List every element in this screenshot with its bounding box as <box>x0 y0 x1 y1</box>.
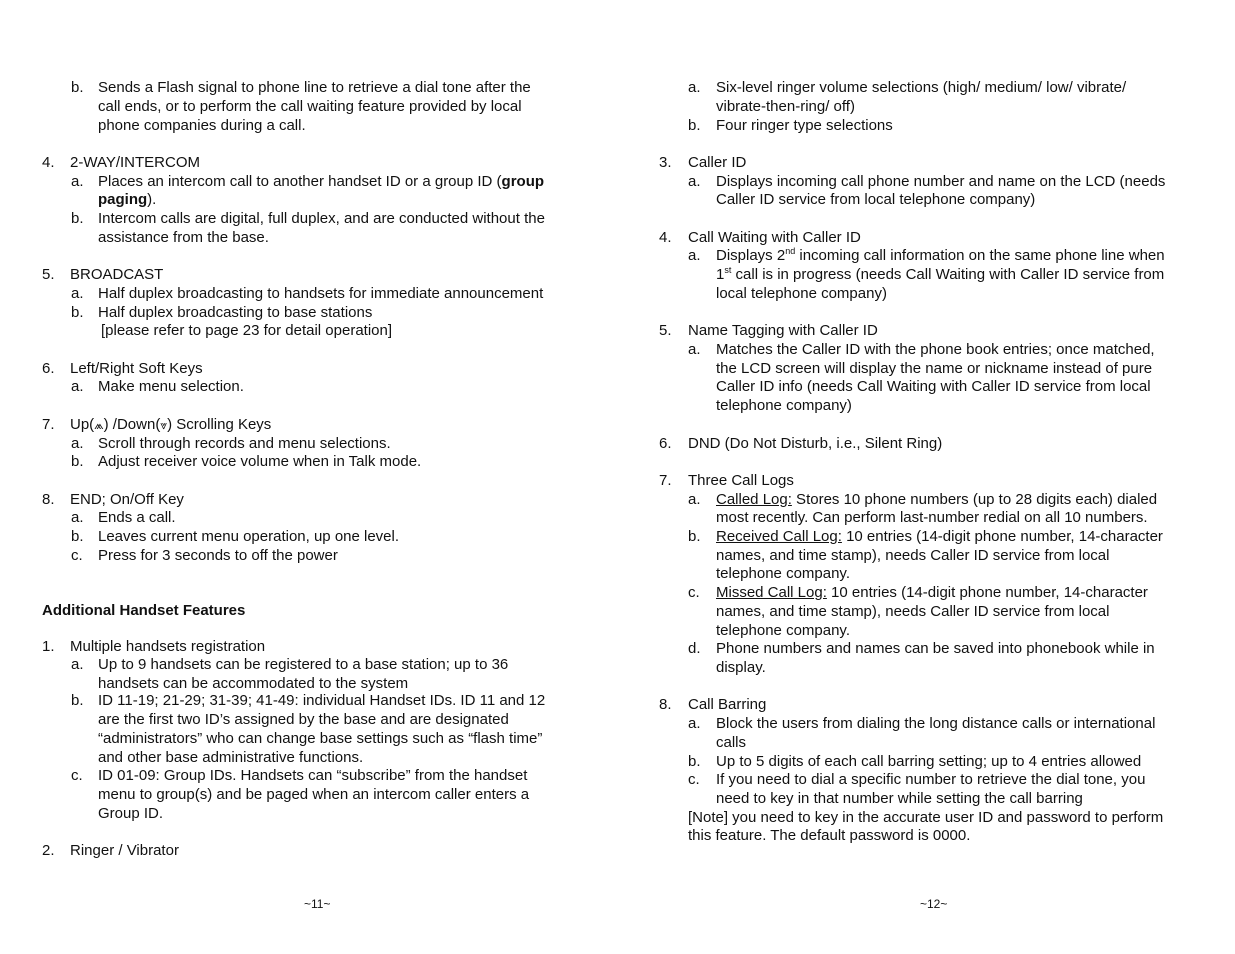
section-6-title: Left/Right Soft Keys <box>70 360 203 377</box>
up-arrow-icon: ⩕ <box>94 418 104 432</box>
feature-2-title: Ringer / Vibrator <box>70 842 179 859</box>
section-7-title: Up(⩕) /Down(⩔) Scrolling Keys <box>70 416 272 433</box>
feature-1-b-line1: ID 11-19; 21-29; 31-39; 41-49: individual Handset IDs. ID 11 and 12 <box>98 692 546 709</box>
section-6-a-marker: a. <box>71 378 84 395</box>
feature-1-a-line1: Up to 9 handsets can be registered to a base station; up to 36 <box>98 656 509 673</box>
section-4-b-line2: assistance from the base. <box>98 229 269 246</box>
feature-7-b-line1: Received Call Log: 10 entries (14-digit phone number, 14-character <box>716 528 1163 545</box>
down-arrow-icon: ⩔ <box>160 418 168 432</box>
section-5-b-text: Half duplex broadcasting to base stations <box>98 304 373 321</box>
right-page <box>617 0 1235 954</box>
feature-7-b-line3: telephone company. <box>716 565 850 582</box>
section-7-number: 7. <box>42 416 55 433</box>
section-4-title: 2-WAY/INTERCOM <box>70 154 200 171</box>
ringer-a-line1: Six-level ringer volume selections (high/ medium/ low/ vibrate/ <box>716 79 1127 96</box>
section-8-b-marker: b. <box>71 528 84 545</box>
feature-4-a-line3: local telephone company) <box>716 285 887 302</box>
feature-7-c-line1: Missed Call Log: 10 entries (14-digit phone number, 14-character <box>716 584 1148 601</box>
page-number: ~11~ <box>304 897 331 911</box>
feature-7-d-line2: display. <box>716 659 766 676</box>
section-8-b-text: Leaves current menu operation, up one level. <box>98 528 400 545</box>
page-number: ~12~ <box>920 897 948 911</box>
feature-5-number: 5. <box>659 322 672 339</box>
feature-7-number: 7. <box>659 472 672 489</box>
section-7-b-text: Adjust receiver voice volume when in Talk mode. <box>98 453 422 470</box>
item-b-marker: b. <box>71 79 84 96</box>
section-4-a-line2: paging). <box>98 191 157 208</box>
feature-1-c-line1: ID 01-09: Group IDs. Handsets can “subscribe” from the handset <box>98 767 528 784</box>
section-8-a-text: Ends a call. <box>98 509 176 526</box>
feature-5-a-line3: Caller ID info (needs Call Waiting with Caller ID service from local <box>716 378 1151 395</box>
feature-8-c-line2: need to key in that number while setting the call barring <box>716 790 1083 807</box>
feature-3-a-marker: a. <box>688 173 701 190</box>
section-8-c-text: Press for 3 seconds to off the power <box>98 547 338 564</box>
item-b-text-line1: Sends a Flash signal to phone line to retrieve a dial tone after the <box>98 79 531 96</box>
feature-7-b-line2: names, and time stamp), needs Caller ID service from local <box>716 547 1110 564</box>
feature-8-b-text: Up to 5 digits of each call barring setting; up to 4 entries allowed <box>716 753 1142 770</box>
left-page <box>0 0 617 954</box>
feature-7-d-line1: Phone numbers and names can be saved into phonebook while in <box>716 640 1155 657</box>
feature-3-a-line1: Displays incoming call phone number and name on the LCD (needs <box>716 173 1166 190</box>
additional-features-heading: Additional Handset Features <box>42 602 246 619</box>
section-8-c-marker: c. <box>71 547 83 564</box>
feature-1-c-marker: c. <box>71 767 83 784</box>
feature-1-title: Multiple handsets registration <box>70 638 266 655</box>
feature-7-a-line2: most recently. Can perform last-number redial on all 10 numbers. <box>716 509 1148 526</box>
section-7-a-marker: a. <box>71 435 84 452</box>
feature-8-a-marker: a. <box>688 715 701 732</box>
feature-7-a-marker: a. <box>688 491 701 508</box>
feature-8-c-line1: If you need to dial a specific number to retrieve the dial tone, you <box>716 771 1146 788</box>
feature-1-c-line2: menu to group(s) and be paged when an intercom caller enters a <box>98 786 530 803</box>
feature-7-title: Three Call Logs <box>688 472 794 489</box>
section-4-b-marker: b. <box>71 210 84 227</box>
feature-8-number: 8. <box>659 696 672 713</box>
feature-6-title: DND (Do Not Disturb, i.e., Silent Ring) <box>688 435 943 452</box>
ringer-a-line2: vibrate-then-ring/ off) <box>716 98 855 115</box>
feature-8-note-line1: [Note] you need to key in the accurate user ID and password to perform <box>688 809 1164 826</box>
feature-6-number: 6. <box>659 435 672 452</box>
feature-8-title: Call Barring <box>688 696 767 713</box>
feature-1-c-line3: Group ID. <box>98 805 164 822</box>
feature-1-b-line3: “administrators” who can change base settings such as “flash time” <box>98 730 543 747</box>
feature-7-b-marker: b. <box>688 528 701 545</box>
section-7-a-text: Scroll through records and menu selections. <box>98 435 391 452</box>
feature-1-a-line2: handsets can be accommodated to the system <box>98 675 409 692</box>
feature-1-number: 1. <box>42 638 55 655</box>
feature-1-b-line4: and other base administrative functions. <box>98 749 364 766</box>
feature-7-a-line1: Called Log: Stores 10 phone numbers (up to 28 digits each) dialed <box>716 491 1158 508</box>
section-8-number: 8. <box>42 491 55 508</box>
feature-8-b-marker: b. <box>688 753 701 770</box>
item-b-text-line3: phone companies during a call. <box>98 117 306 134</box>
feature-8-c-marker: c. <box>688 771 700 788</box>
section-5-b-marker: b. <box>71 304 84 321</box>
section-4-a-marker: a. <box>71 173 84 190</box>
section-5-number: 5. <box>42 266 55 283</box>
feature-4-title: Call Waiting with Caller ID <box>688 229 861 246</box>
feature-2-number: 2. <box>42 842 55 859</box>
section-4-b-line1: Intercom calls are digital, full duplex, and are conducted without the <box>98 210 545 227</box>
feature-8-note-line2: this feature. The default password is 0000. <box>688 827 971 844</box>
section-5-note: [please refer to page 23 for detail operation] <box>101 322 393 339</box>
feature-3-a-line2: Caller ID service from local telephone company) <box>716 191 1036 208</box>
feature-7-c-marker: c. <box>688 584 700 601</box>
feature-8-a-line1: Block the users from dialing the long distance calls or international <box>716 715 1156 732</box>
ringer-a-marker: a. <box>688 79 701 96</box>
feature-3-number: 3. <box>659 154 672 171</box>
section-4-a-line1: Places an intercom call to another handset ID or a group ID (group <box>98 173 545 190</box>
item-b-text-line2: call ends, or to perform the call waiting feature provided by local <box>98 98 522 115</box>
section-8-a-marker: a. <box>71 509 84 526</box>
feature-7-c-line2: names, and time stamp), needs Caller ID service from local <box>716 603 1110 620</box>
feature-1-b-line2: are the first two ID’s assigned by the base and are designated <box>98 711 509 728</box>
section-8-title: END; On/Off Key <box>70 491 184 508</box>
feature-4-a-line1: Displays 2nd incoming call information on the same phone line when <box>716 246 1165 264</box>
feature-8-a-line2: calls <box>716 734 747 751</box>
feature-5-title: Name Tagging with Caller ID <box>688 322 878 339</box>
feature-5-a-line2: the LCD screen will display the name or nickname instead of pure <box>716 360 1153 377</box>
feature-4-a-marker: a. <box>688 247 701 264</box>
ringer-b-text: Four ringer type selections <box>716 117 893 134</box>
feature-3-title: Caller ID <box>688 154 747 171</box>
section-5-title: BROADCAST <box>70 266 164 283</box>
feature-1-a-marker: a. <box>71 656 84 673</box>
feature-4-a-line2: 1st call is in progress (needs Call Waiting with Caller ID service from <box>716 265 1165 283</box>
section-6-number: 6. <box>42 360 55 377</box>
feature-1-b-marker: b. <box>71 692 84 709</box>
feature-7-c-line3: telephone company. <box>716 622 850 639</box>
feature-5-a-line4: telephone company) <box>716 397 852 414</box>
feature-5-a-line1: Matches the Caller ID with the phone book entries; once matched, <box>716 341 1155 358</box>
section-4-number: 4. <box>42 154 55 171</box>
feature-7-d-marker: d. <box>688 640 701 657</box>
feature-5-a-marker: a. <box>688 341 701 358</box>
section-5-a-text: Half duplex broadcasting to handsets for immediate announcement <box>98 285 544 302</box>
section-7-b-marker: b. <box>71 453 84 470</box>
section-6-a-text: Make menu selection. <box>98 378 244 395</box>
section-5-a-marker: a. <box>71 285 84 302</box>
ringer-b-marker: b. <box>688 117 701 134</box>
feature-4-number: 4. <box>659 229 672 246</box>
